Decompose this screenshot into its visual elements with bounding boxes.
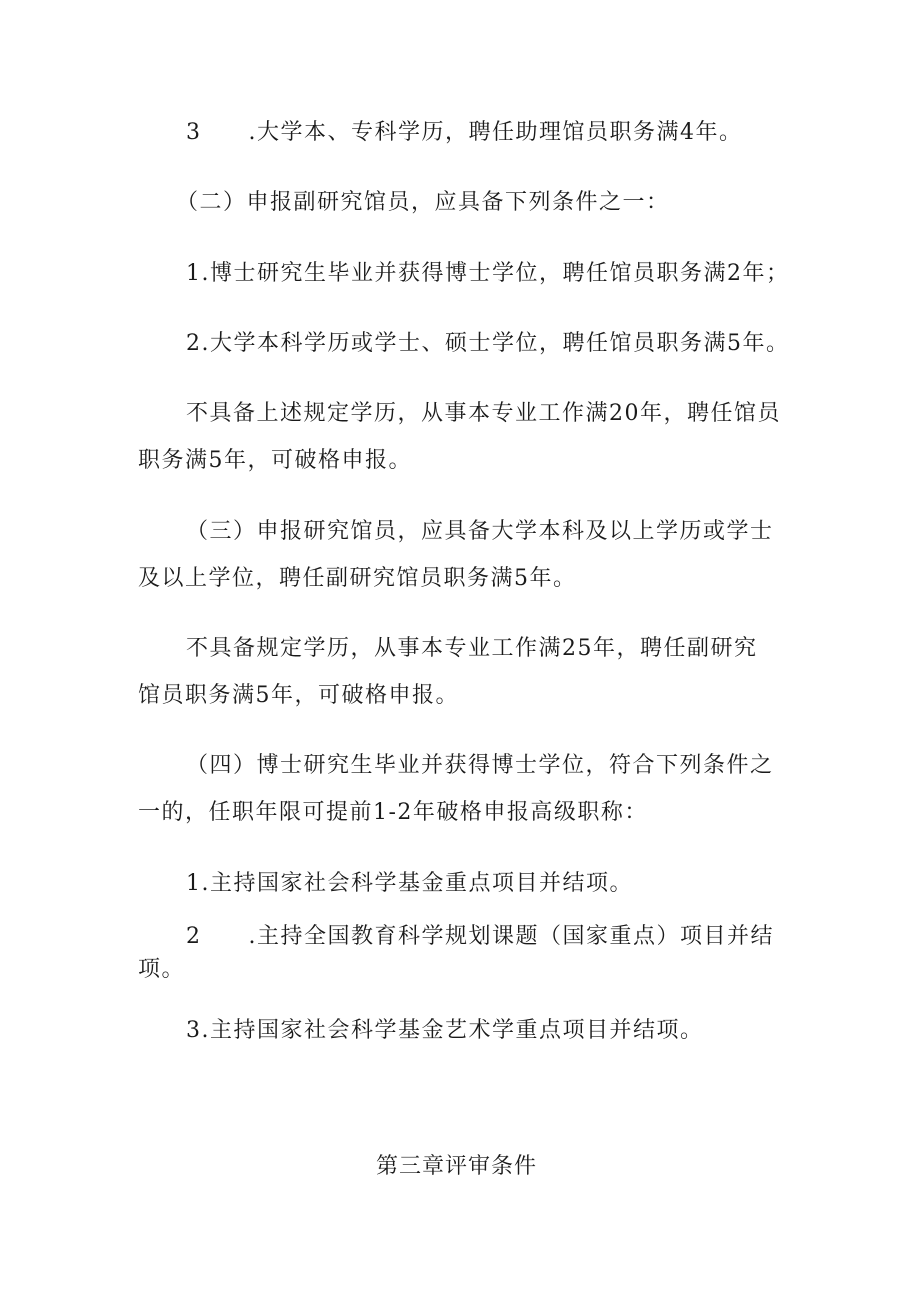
paragraph-item-3-assistant: 3 .大学本、专科学历，聘任助理馆员职务满4年。 — [186, 120, 743, 145]
paragraph-condition-2-line1: 2 .主持全国教育科学规划课题（国家重点）项目并结 — [186, 924, 774, 949]
paragraph-associate-researcher: （二）申报副研究馆员，应具备下列条件之一： — [176, 190, 670, 215]
paragraph-doctor-early-line2: 一的，任职年限可提前1-2年破格申报高级职称： — [138, 800, 648, 825]
paragraph-item-2-bachelor: 2.大学本科学历或学士、硕士学位，聘任馆员职务满5年。 — [186, 331, 790, 356]
paragraph-exception-20-years-line2: 职务满5年，可破格申报。 — [138, 448, 412, 473]
paragraph-researcher-line2: 及以上学位，聘任副研究馆员职务满5年。 — [138, 566, 577, 591]
paragraph-exception-25-years-line1: 不具备规定学历，从事本专业工作满25年，聘任副研究 — [186, 636, 758, 661]
paragraph-exception-20-years-line1: 不具备上述规定学历，从事本专业工作满20年，聘任馆员 — [186, 401, 781, 426]
paragraph-exception-25-years-line2: 馆员职务满5年，可破格申报。 — [138, 683, 459, 708]
paragraph-condition-3: 3.主持国家社会科学基金艺术学重点项目并结项。 — [186, 1018, 704, 1043]
paragraph-condition-2-line2: 项。 — [138, 957, 186, 982]
chapter-heading: 第三章评审条件 — [376, 1154, 538, 1179]
paragraph-item-1-doctor: 1.博士研究生毕业并获得博士学位，聘任馆员职务满2年； — [186, 261, 790, 286]
paragraph-condition-1: 1.主持国家社会科学基金重点项目并结项。 — [186, 871, 633, 896]
paragraph-researcher-line1: （三）申报研究馆员，应具备大学本科及以上学历或学士 — [186, 519, 774, 544]
paragraph-doctor-early-line1: （四）博士研究生毕业并获得博士学位，符合下列条件之 — [186, 753, 774, 778]
